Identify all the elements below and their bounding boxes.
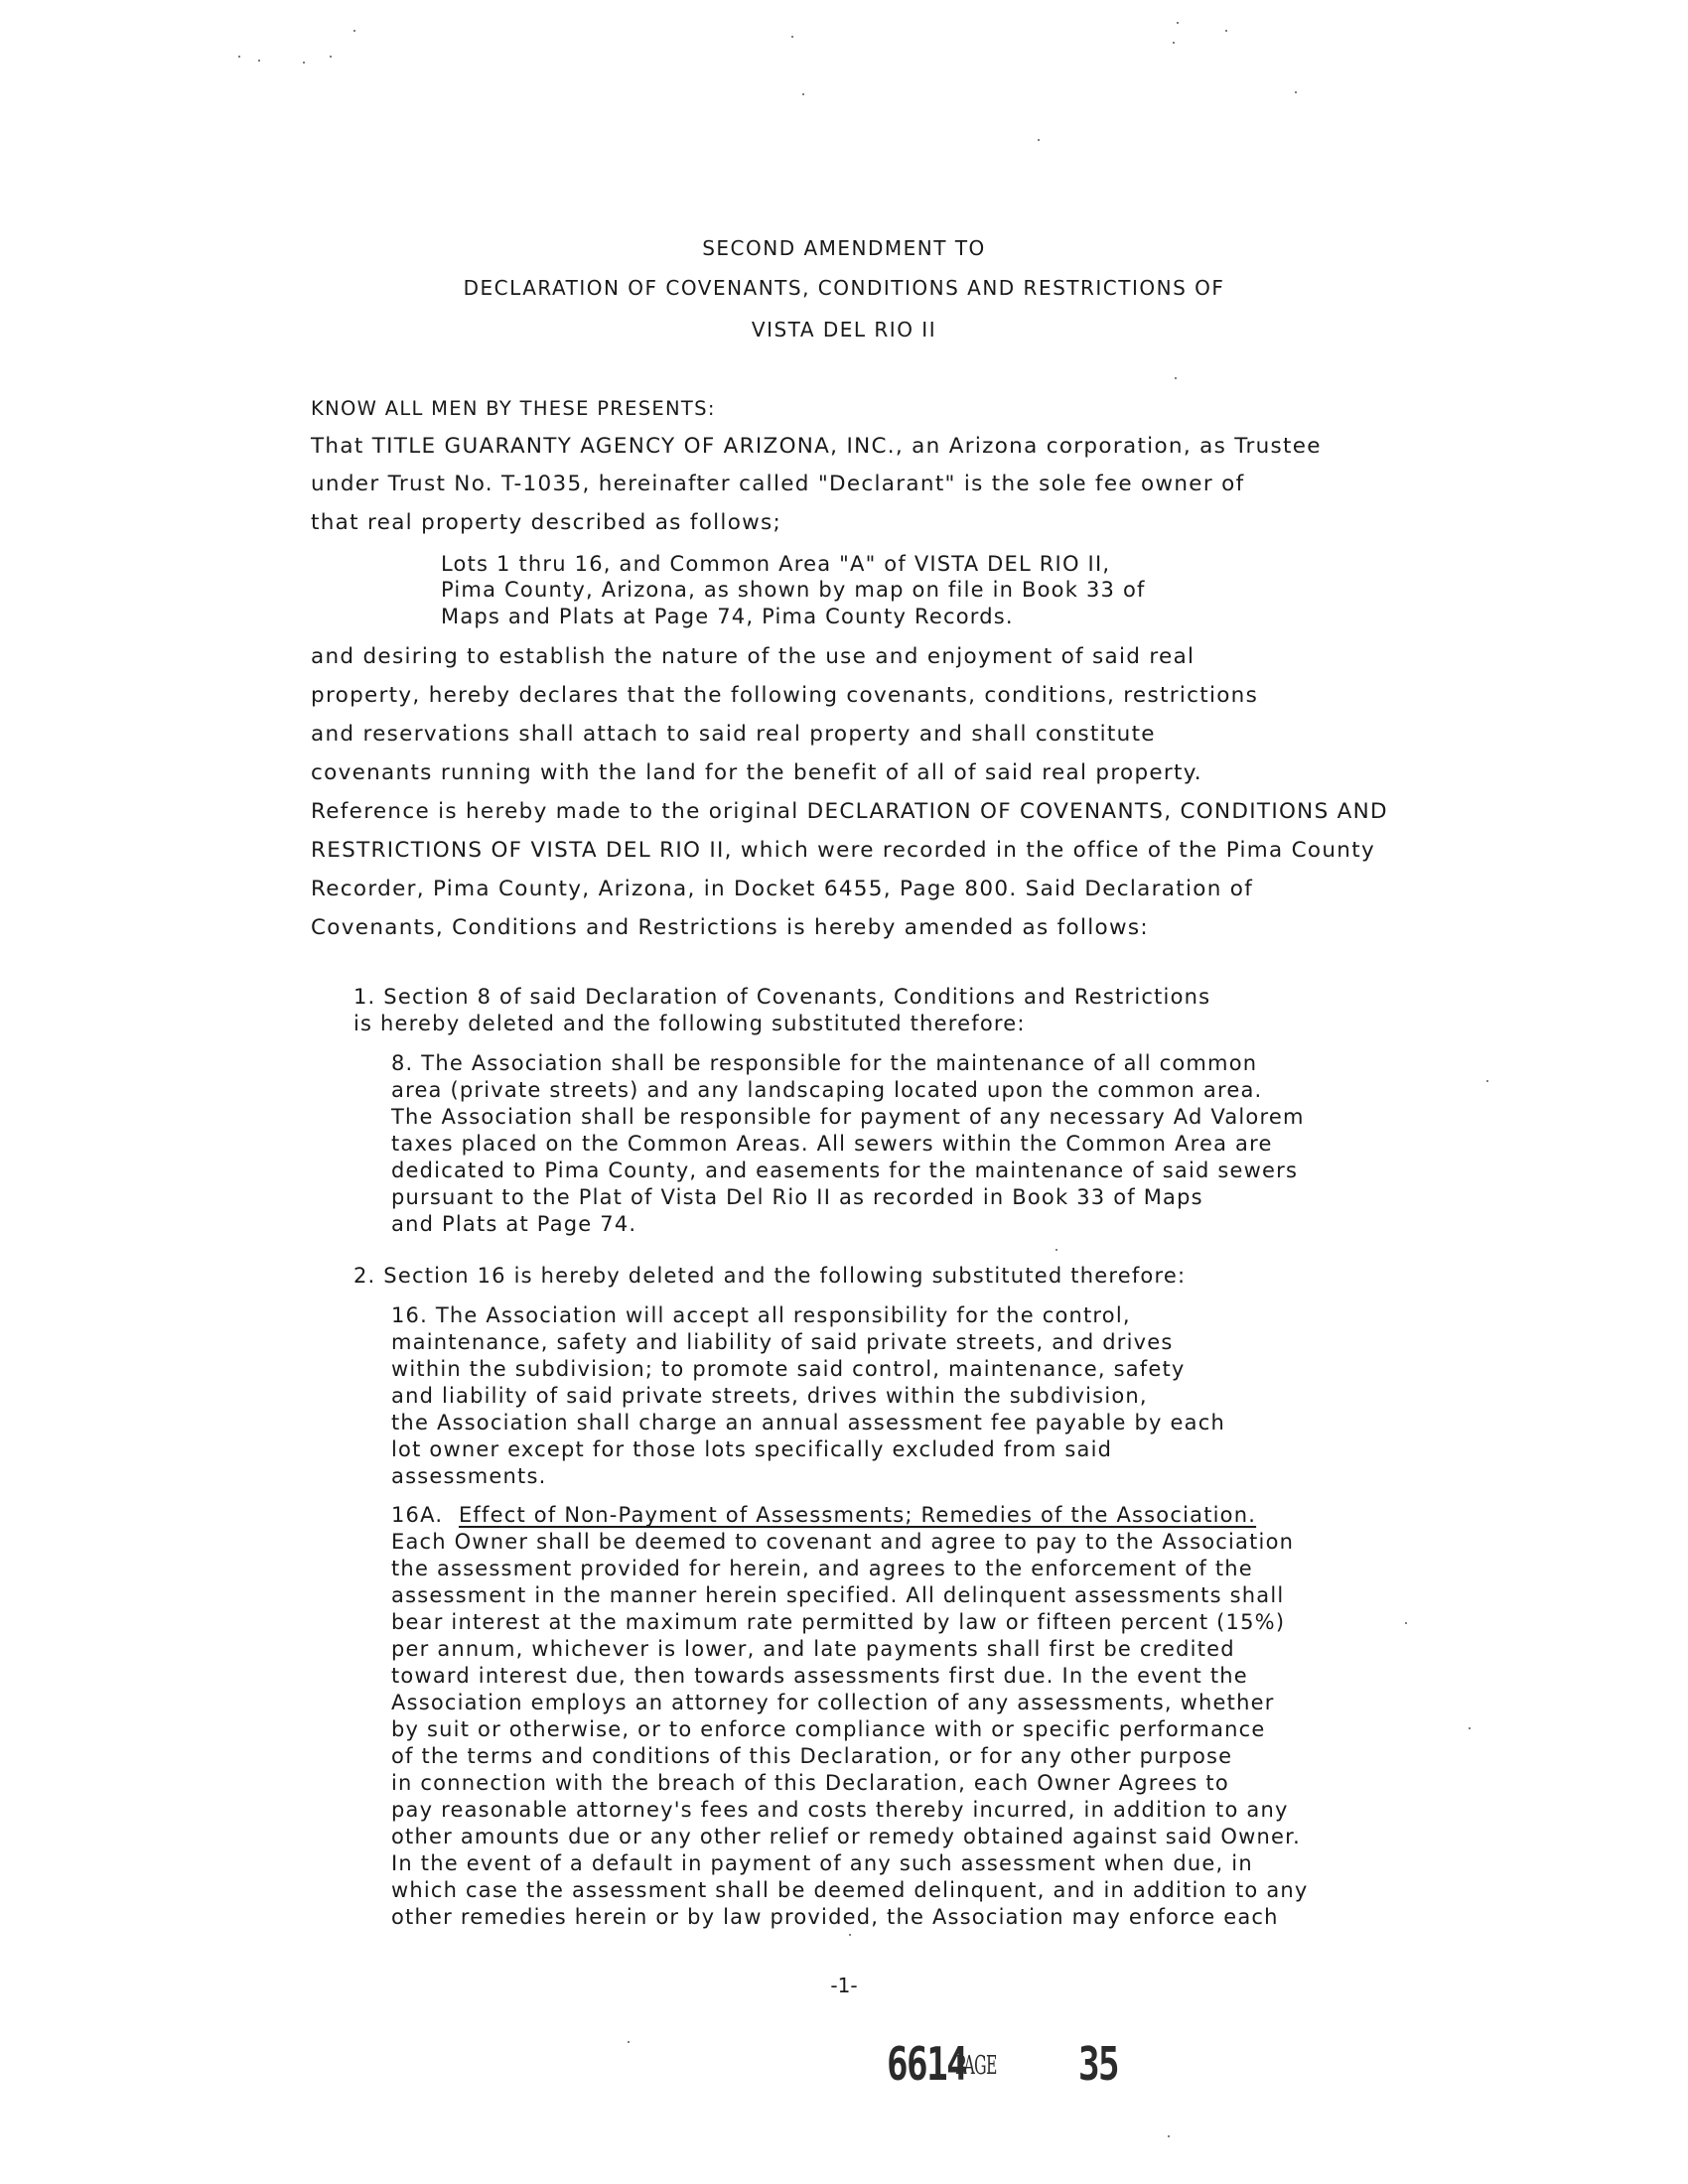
section-8-line: The Association shall be responsible for payment of any necessary Ad Valorem — [391, 1105, 1305, 1129]
body-line: Recorder, Pima County, Arizona, in Docket 6455, Page 800. Said Declaration of — [311, 877, 1254, 901]
section-16a-line: which case the assessment shall be deemed delinquent, and in addition to any — [391, 1878, 1309, 1902]
document-title-line-2: DECLARATION OF COVENANTS, CONDITIONS AND RESTRICTIONS OF — [463, 276, 1225, 300]
section-16-line: and liability of said private streets, drives within the subdivision, — [391, 1384, 1148, 1408]
section-16a-line: Association employs an attorney for collection of any assessments, whether — [391, 1691, 1275, 1714]
body-line: Covenants, Conditions and Restrictions is hereby amended as follows: — [311, 915, 1149, 940]
item-2-line: 2. Section 16 is hereby deleted and the following substituted therefore: — [353, 1264, 1187, 1288]
section-16a-heading-line — [391, 1503, 1256, 1527]
section-16a-line: toward interest due, then towards assessments first due. In the event the — [391, 1664, 1248, 1688]
section-8-line: 8. The Association shall be responsible for the maintenance of all common — [391, 1051, 1258, 1075]
scan-speck — [258, 60, 260, 62]
section-16-line: the Association shall charge an annual assessment fee payable by each — [391, 1411, 1225, 1434]
scan-speck — [849, 1934, 851, 1936]
scan-speck — [802, 93, 804, 95]
document-title-line-1: SECOND AMENDMENT TO — [702, 236, 986, 260]
preamble-line: That TITLE GUARANTY AGENCY OF ARIZONA, INC., an Arizona corporation, as Trustee — [311, 434, 1322, 459]
section-16a-line: bear interest at the maximum rate permitted by law or fifteen percent (15%) — [391, 1610, 1286, 1634]
section-16-line: lot owner except for those lots specifically excluded from said — [391, 1437, 1113, 1461]
scan-speck — [330, 56, 332, 58]
body-line: RESTRICTIONS OF VISTA DEL RIO II, which were recorded in the office of the Pima County — [311, 838, 1375, 863]
section-16-line: maintenance, safety and liability of said private streets, and drives — [391, 1330, 1174, 1354]
scan-speck — [1038, 139, 1040, 141]
scan-speck — [353, 30, 355, 32]
scan-speck — [1295, 91, 1297, 93]
scan-speck — [1177, 22, 1179, 24]
body-line: property, hereby declares that the following covenants, conditions, restrictions — [311, 683, 1259, 708]
scan-speck — [1405, 1622, 1407, 1624]
scan-speck — [1486, 1080, 1488, 1082]
section-16a-line: assessment in the manner herein specified. All delinquent assessments shall — [391, 1583, 1285, 1607]
body-line: and desiring to establish the nature of the use and enjoyment of said real — [311, 644, 1196, 669]
preamble-line: that real property described as follows; — [311, 510, 782, 535]
scan-speck — [628, 2041, 630, 2043]
section-16a-number: 16A. — [391, 1503, 444, 1527]
property-description-line: Lots 1 thru 16, and Common Area "A" of VISTA DEL RIO II, — [441, 552, 1111, 576]
recording-stamp-docket: 6614 — [887, 2037, 967, 2091]
section-16a-line: In the event of a default in payment of any such assessment when due, in — [391, 1851, 1253, 1875]
section-8-line: taxes placed on the Common Areas. All sewers within the Common Area are — [391, 1132, 1273, 1156]
section-16a-line: other amounts due or any other relief or remedy obtained against said Owner. — [391, 1825, 1301, 1848]
body-line: covenants running with the land for the benefit of all of said real property. — [311, 760, 1202, 785]
body-line: and reservations shall attach to said real property and shall constitute — [311, 722, 1156, 747]
scan-speck — [238, 56, 240, 58]
section-8-line: and Plats at Page 74. — [391, 1212, 637, 1236]
section-16-line: assessments. — [391, 1464, 547, 1488]
section-8-line: pursuant to the Plat of Vista Del Rio II as recorded in Book 33 of Maps — [391, 1185, 1203, 1209]
scan-speck — [303, 62, 305, 64]
section-16a-line: of the terms and conditions of this Declaration, or for any other purpose — [391, 1744, 1233, 1768]
section-16a-line: other remedies herein or by law provided, the Association may enforce each — [391, 1905, 1279, 1929]
preamble-line: under Trust No. T-1035, hereinafter called "Declarant" is the sole fee owner of — [311, 472, 1245, 496]
section-16-line: within the subdivision; to promote said control, maintenance, safety — [391, 1357, 1186, 1381]
section-8-line: dedicated to Pima County, and easements for the maintenance of said sewers — [391, 1159, 1299, 1182]
section-16a-line: per annum, whichever is lower, and late payments shall first be credited — [391, 1637, 1235, 1661]
scan-speck — [1168, 2135, 1170, 2137]
section-16a-line: Each Owner shall be deemed to covenant and agree to pay to the Association — [391, 1530, 1295, 1554]
scan-speck — [1173, 42, 1175, 44]
page-number: -1- — [830, 1974, 858, 1997]
scan-speck — [1225, 30, 1227, 32]
section-16a-line: the assessment provided for herein, and agrees to the enforcement of the — [391, 1557, 1253, 1580]
section-16a-line: pay reasonable attorney's fees and costs thereby incurred, in addition to any — [391, 1798, 1289, 1822]
body-line: Reference is hereby made to the original DECLARATION OF COVENANTS, CONDITIONS AND — [311, 799, 1388, 824]
property-description-line: Maps and Plats at Page 74, Pima County Records. — [441, 605, 1014, 628]
preamble-line: KNOW ALL MEN BY THESE PRESENTS: — [311, 397, 716, 420]
document-title-line-3: VISTA DEL RIO II — [751, 318, 937, 341]
recording-stamp-page: 35 — [1078, 2037, 1119, 2091]
property-description-line: Pima County, Arizona, as shown by map on file in Book 33 of — [441, 578, 1146, 602]
item-1-line: is hereby deleted and the following substituted therefore: — [353, 1012, 1026, 1035]
scan-speck — [1469, 1727, 1471, 1729]
scan-speck — [791, 36, 793, 38]
section-16a-line: by suit or otherwise, or to enforce compliance with or specific performance — [391, 1717, 1266, 1741]
scan-speck — [1055, 1249, 1057, 1251]
scan-speck — [1175, 377, 1177, 379]
section-16a-line: in connection with the breach of this Declaration, each Owner Agrees to — [391, 1771, 1229, 1795]
recording-stamp-page-label: PAGE — [955, 2051, 997, 2081]
section-8-line: area (private streets) and any landscaping located upon the common area. — [391, 1078, 1263, 1102]
section-16-line: 16. The Association will accept all responsibility for the control, — [391, 1303, 1131, 1327]
item-1-line: 1. Section 8 of said Declaration of Covenants, Conditions and Restrictions — [353, 985, 1211, 1009]
section-16a-heading: Effect of Non-Payment of Assessments; Remedies of the Association. — [458, 1503, 1257, 1527]
